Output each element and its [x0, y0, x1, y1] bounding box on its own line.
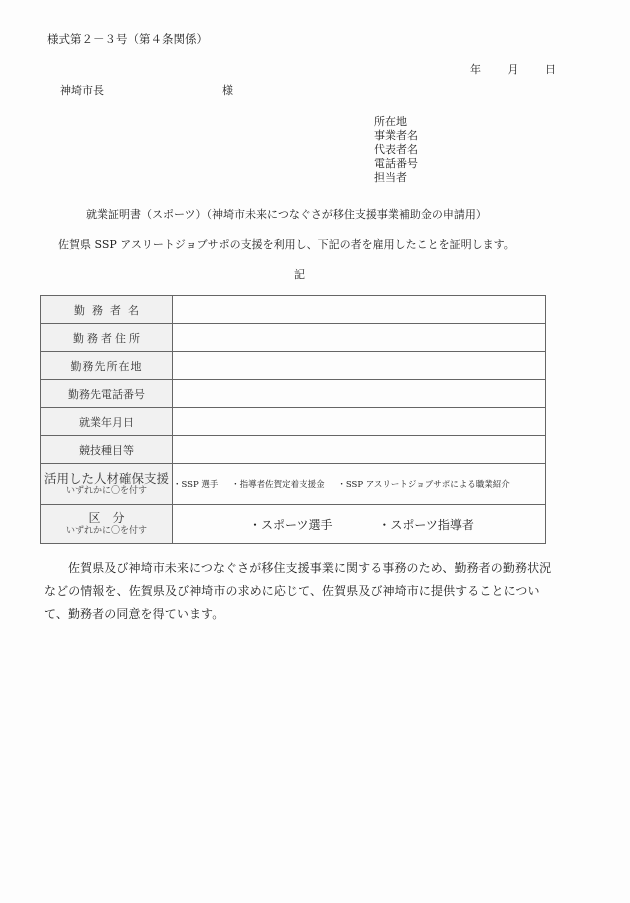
- ki-label: 記: [294, 268, 305, 281]
- date-line: [470, 63, 556, 76]
- field-address: 所在地: [374, 115, 407, 128]
- table-row: [41, 352, 546, 380]
- label-sport: 競技種目等: [41, 436, 173, 464]
- employment-table: [40, 295, 546, 544]
- label-employment-date: 就業年月日: [41, 408, 173, 436]
- form-number: 様式第２－３号（第４条関係）: [47, 32, 208, 46]
- field-business-name: 事業者名: [374, 129, 418, 142]
- input-sport[interactable]: [173, 436, 546, 464]
- category-options: [173, 505, 546, 544]
- table-row: [41, 464, 546, 505]
- input-workplace-phone[interactable]: [173, 380, 546, 408]
- label-workplace-address: 勤務先所在地: [41, 352, 173, 380]
- table-row: [41, 436, 546, 464]
- date-day: 日: [545, 63, 556, 76]
- option-ssp-athlete[interactable]: ・SSP 選手: [173, 480, 219, 490]
- option-sports-coach[interactable]: ・スポーツ指導者: [378, 517, 474, 532]
- label-worker-name: 勤務者名: [41, 296, 173, 324]
- document-title: 就業証明書（スポーツ）（神埼市未来につなぐさが移住支援事業補助金の申請用）: [86, 208, 487, 221]
- table-row: [41, 296, 546, 324]
- table-row: [41, 408, 546, 436]
- input-employment-date[interactable]: [173, 408, 546, 436]
- addressee-name: 神埼市長: [60, 84, 104, 97]
- table-row: [41, 380, 546, 408]
- field-contact-person: 担当者: [374, 171, 407, 184]
- option-sports-athlete[interactable]: ・スポーツ選手: [249, 517, 333, 532]
- addressee-honorific: 様: [222, 84, 233, 97]
- field-phone: 電話番号: [374, 157, 418, 170]
- input-workplace-address[interactable]: [173, 352, 546, 380]
- support-options: [173, 464, 546, 505]
- date-month: 月: [507, 63, 519, 76]
- date-year: 年: [470, 63, 481, 76]
- table-row: [41, 505, 546, 544]
- input-worker-address[interactable]: [173, 324, 546, 352]
- label-worker-address: 勤務者住所: [41, 324, 173, 352]
- label-category: 区 分 いずれかに〇を付す: [41, 505, 173, 544]
- label-support-used: 活用した人材確保支援 いずれかに〇を付す: [41, 464, 173, 505]
- label-workplace-phone: 勤務先電話番号: [41, 380, 173, 408]
- applicant-fields: [374, 115, 418, 185]
- input-worker-name[interactable]: [173, 296, 546, 324]
- statement: 佐賀県 SSP アスリートジョブサポの支援を利用し、下記の者を雇用したことを証明します。: [58, 238, 515, 251]
- table-row: [41, 324, 546, 352]
- field-representative: 代表者名: [374, 143, 418, 156]
- option-coach-settlement-grant[interactable]: ・指導者佐賀定着支援金: [231, 480, 325, 490]
- consent-paragraph: 佐賀県及び神埼市未来につなぐさが移住支援事業に関する事務のため、勤務者の勤務状況などの情報を、佐賀県及び神埼市の求めに応じて、佐賀県及び神埼市に提供することについて、勤務者の同意を得ています。: [44, 561, 552, 621]
- option-job-placement[interactable]: ・SSP アスリートジョブサポによる職業紹介: [337, 480, 510, 490]
